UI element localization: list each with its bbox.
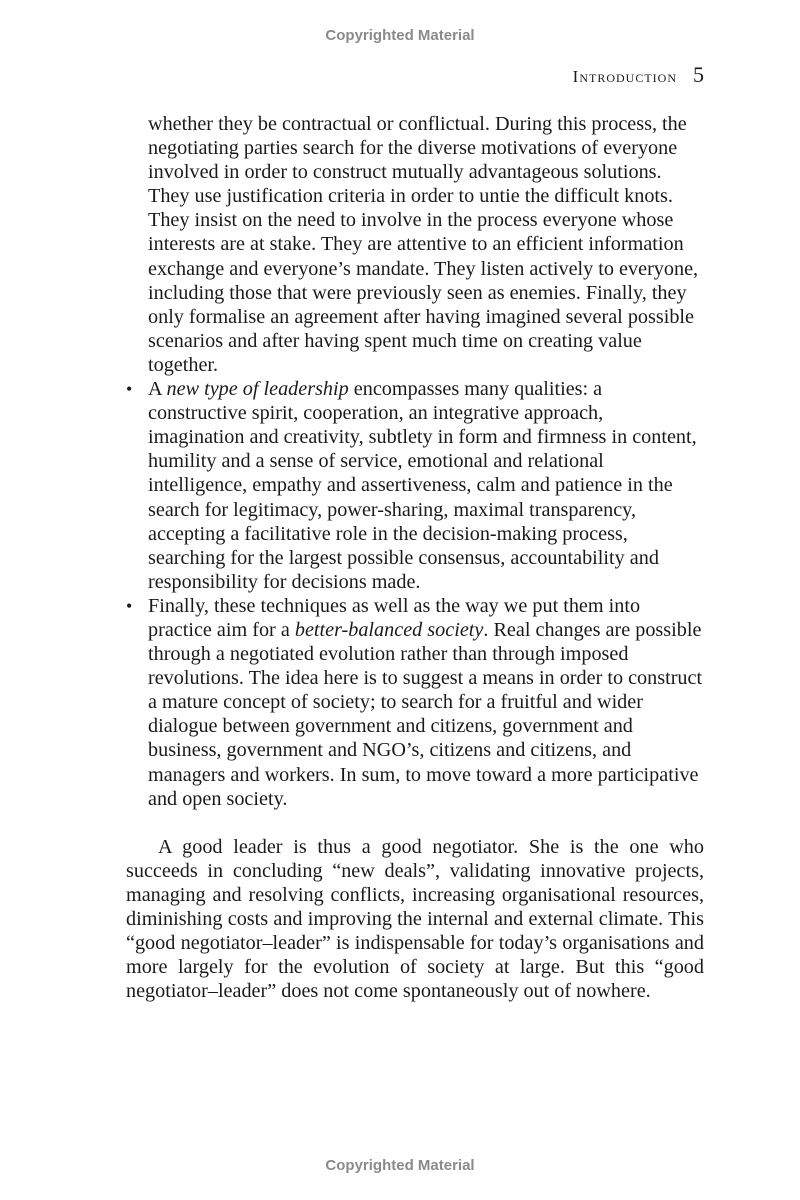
- bullet-text-before: A: [148, 378, 167, 401]
- copyright-watermark-top: Copyrighted Material: [325, 27, 475, 44]
- bullet-text-after: . Real changes are possible through a negotiated evolution rather than through imposed revolutions. The idea here is to suggest a means in order to construct a mature concept of society; to search for a fruitful and wider dialogue between government and citizens, government and business, government and NGO’s, citizens and citizens, and managers and workers. In sum, to move toward a more participative and open society.: [148, 618, 703, 810]
- bullet-marker: •: [126, 379, 133, 400]
- continuation-paragraph: whether they be contractual or conflictual. During this process, the negotiating parties search for the diverse motivations of everyone involved in order to construct mutually advantageous solutions. They use justification criteria in order to untie the difficult knots. They insist on the need to involve in the process everyone whose interests are at stake. They are attentive to an efficient information exchange and everyone’s mandate. They listen actively to everyone, including those that were previously seen as enemies. Finally, they only formalise an agreement after having imagined several possible scenarios and after having spent much time on creating value together.: [148, 113, 699, 376]
- bullet-list: [126, 377, 704, 811]
- bullet-item-leadership: [126, 377, 704, 594]
- bullet-item-society: [126, 594, 704, 811]
- bullet-emphasis: new type of leadership: [166, 378, 349, 401]
- running-header: [573, 62, 704, 88]
- page-body: [126, 112, 704, 1003]
- copyright-watermark-bottom: Copyrighted Material: [325, 1157, 475, 1174]
- bullet-text-after: encompasses many qualities: a constructive spirit, cooperation, an integrative approach, imagination and creativity, subtlety in form and firmness in content, humility and a sense of service, emotional and relational intelligence, empathy and assertiveness, calm and patience in the search for legitimacy, power-sharing, maximal transparency, accepting a facilitative role in the decision-making process, searching for the largest possible consensus, accountability and responsibility for decisions made.: [148, 378, 697, 593]
- closing-paragraph: A good leader is thus a good negotiator. She is the one who succeeds in concluding “new deals”, validating innovative projects, managing and resolving conflicts, increasing organisational resources, diminishing costs and improving the internal and external climate. This “good negotiator–leader” is indispensable for today’s organisations and more largely for the evolution of society at large. But this “good negotiator–leader” does not come spontaneously out of nowhere.: [126, 835, 704, 1003]
- bullet-emphasis: better-balanced society: [294, 618, 484, 641]
- bullet-text-before: Finally, these techniques as well as the way we put them into practice aim for a: [148, 594, 641, 641]
- page-number: 5: [693, 62, 704, 87]
- bullet-marker: •: [126, 595, 133, 616]
- section-title: Introduction: [572, 67, 677, 86]
